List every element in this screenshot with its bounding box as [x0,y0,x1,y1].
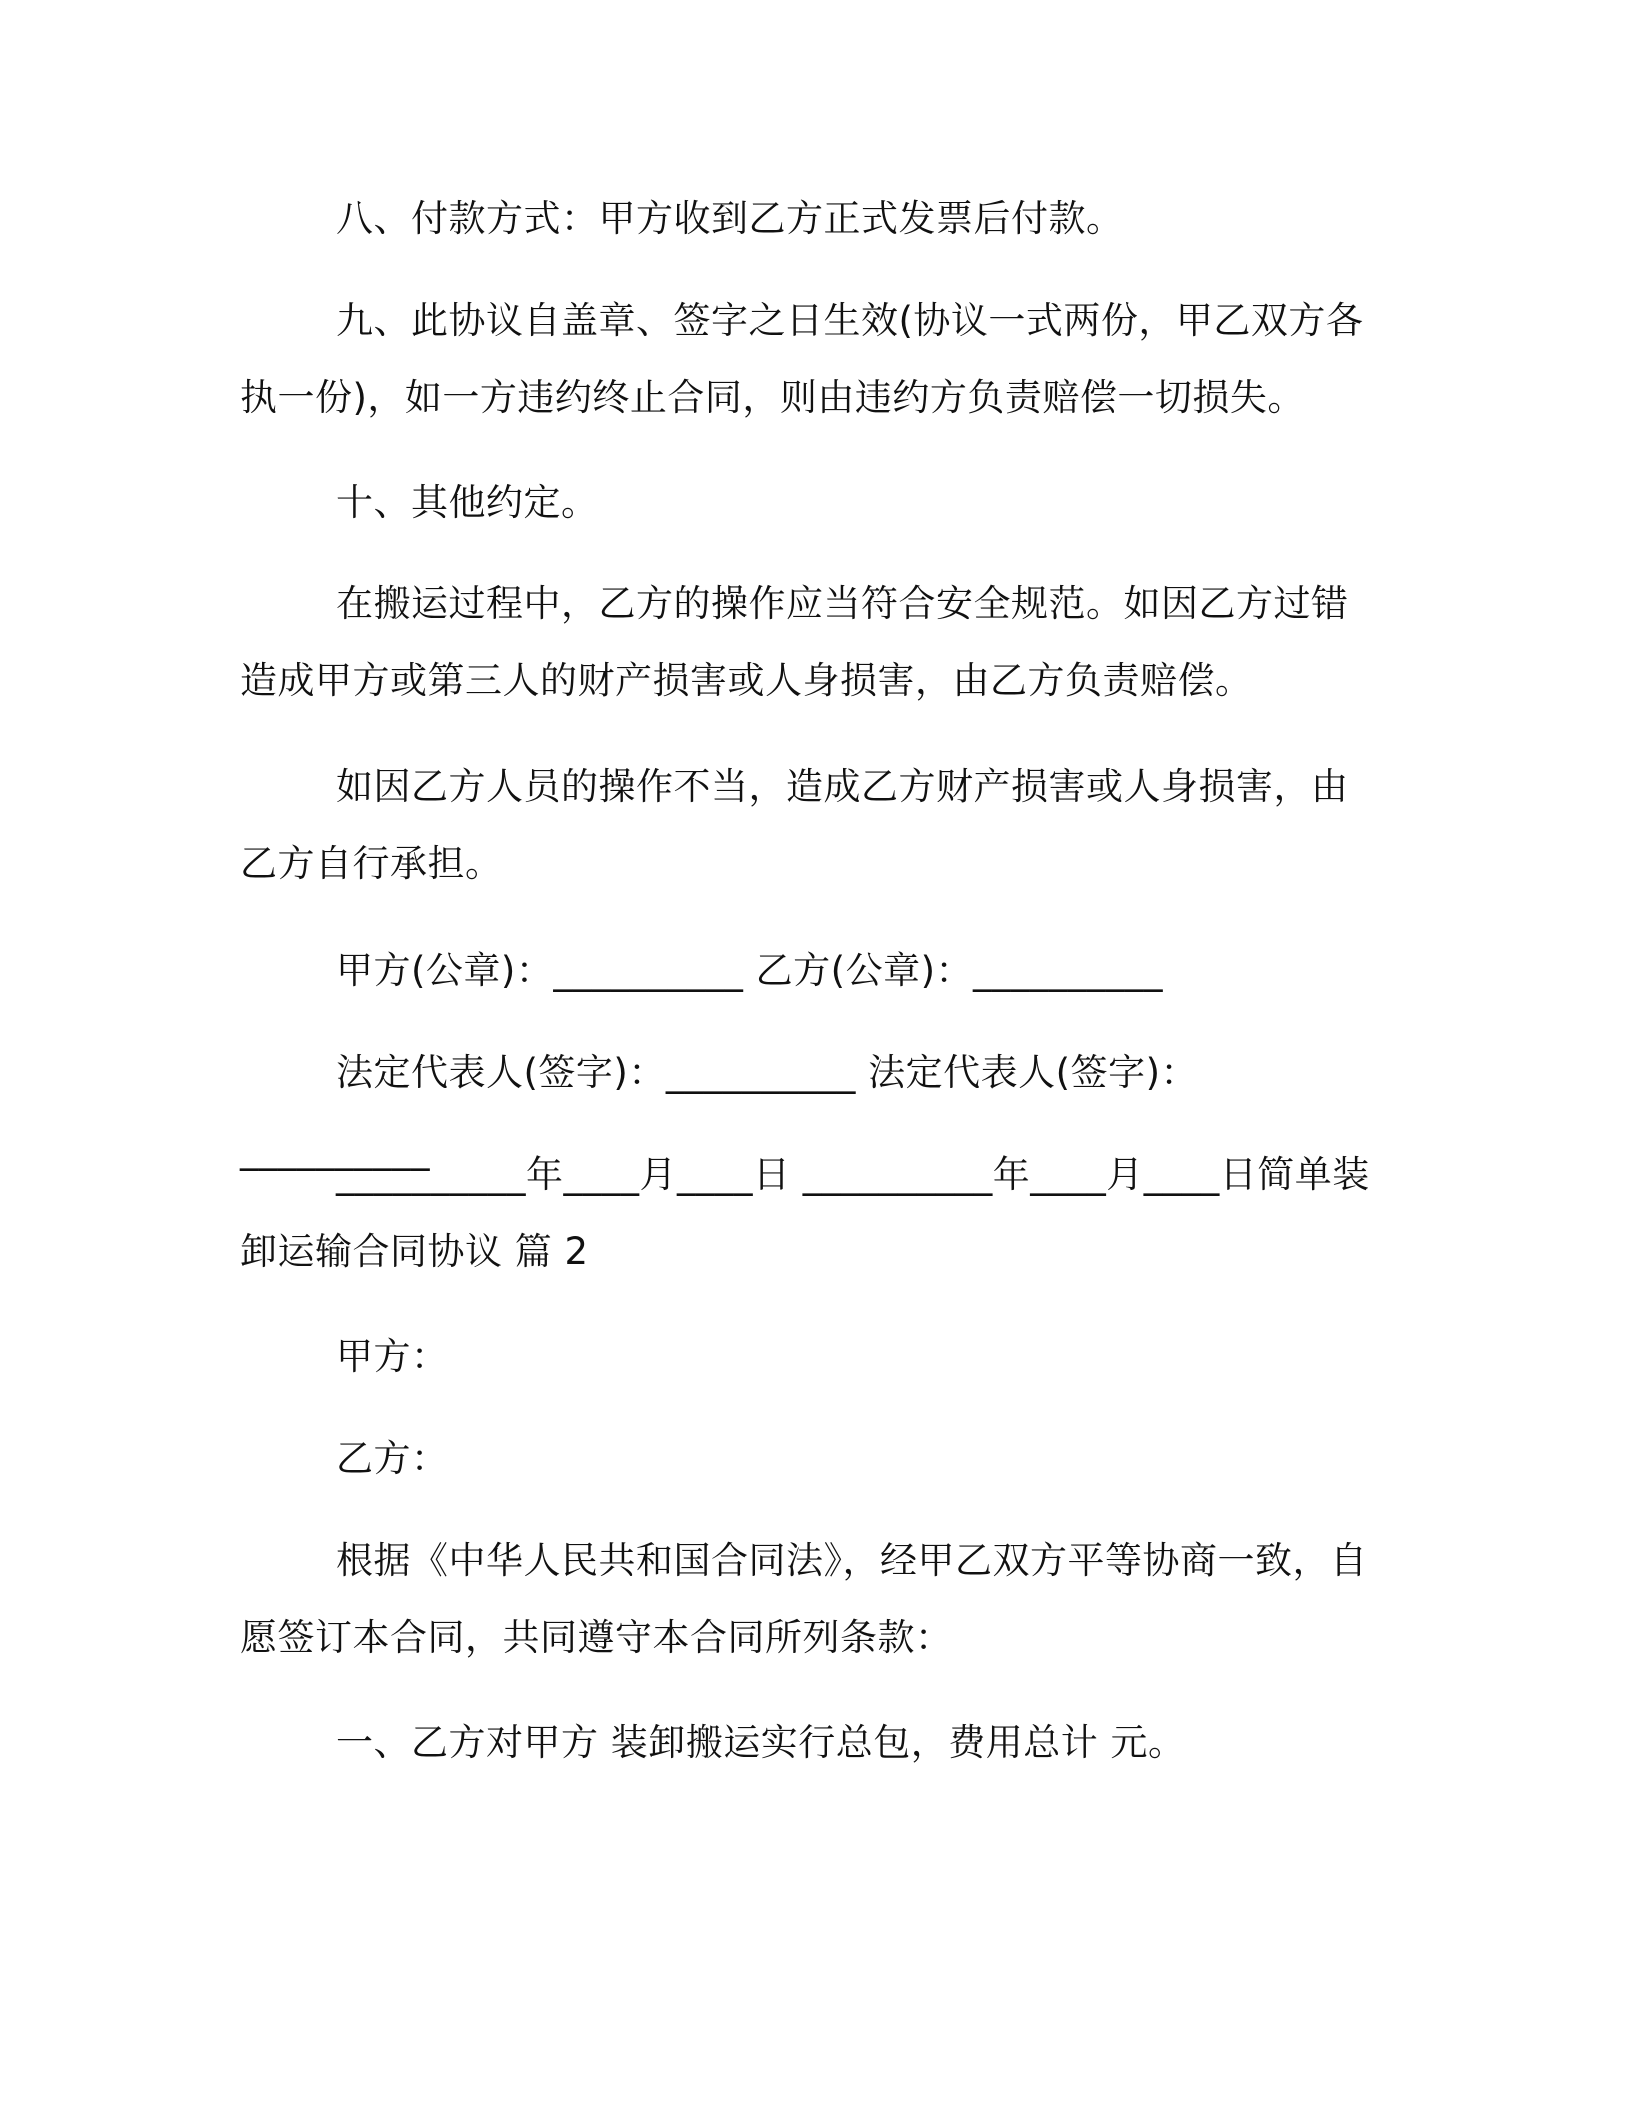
signature-line: 法定代表人(签字)：__________ 法定代表人(签字)：__________ [240,1051,1199,1171]
seal-line: 甲方(公章)：__________ 乙方(公章)：__________ [336,949,1164,992]
clause-8-payment: 八、付款方式：甲方收到乙方正式发票后付款。 [336,197,1124,240]
date-line-and-title: __________年____月____日 __________年____月____日简单装卸运输合同协议 篇 2 [240,1153,1370,1273]
preamble-paragraph: 根据《中华人民共和国合同法》，经甲乙双方平等协商一致，自愿签订本合同，共同遵守本合同所列条款： [240,1539,1368,1659]
self-bear-paragraph: 如因乙方人员的操作不当，造成乙方财产损害或人身损害，由乙方自行承担。 [240,765,1349,885]
party-a-label: 甲方： [336,1335,449,1378]
safety-paragraph: 在搬运过程中，乙方的操作应当符合安全规范。如因乙方过错造成甲方或第三人的财产损害或人身损害，由乙方负责赔偿。 [240,582,1349,702]
clause-10-other: 十、其他约定。 [336,481,599,524]
clause-1-contract: 一、乙方对甲方 装卸搬运实行总包，费用总计 元。 [336,1721,1186,1764]
clause-9-effective: 九、此协议自盖章、签字之日生效(协议一式两份，甲乙双方各执一份)，如一方违约终止合同，则由违约方负责赔偿一切损失。 [240,299,1364,419]
party-b-label: 乙方： [336,1437,449,1480]
